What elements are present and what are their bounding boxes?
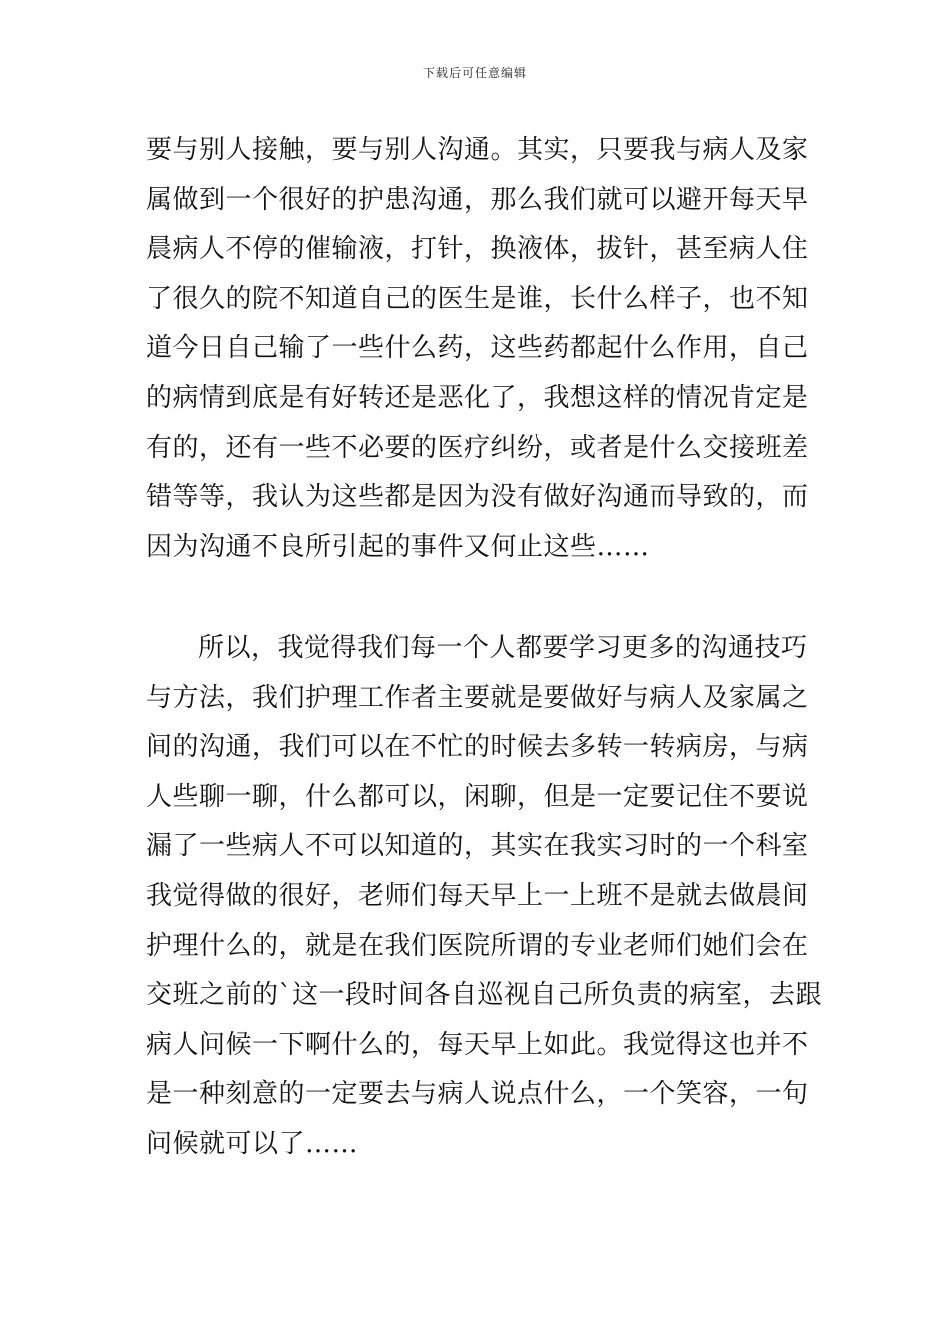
- paragraph-line: 交班之前的`这一段时间各自巡视自己所负责的病室，去跟: [146, 980, 823, 1011]
- paragraph-line: 是一种刻意的一定要去与病人说点什么，一个笑容，一句: [146, 1079, 809, 1110]
- paragraph-line: 因为沟通不良所引起的事件又何止这些……: [146, 531, 650, 562]
- paragraph-line: 所以，我觉得我们每一个人都要学习更多的沟通技巧: [198, 633, 808, 663]
- paragraph-line: 晨病人不停的催输液，打针，换液体，拔针，甚至病人住: [146, 234, 809, 265]
- paragraph-line: 我觉得做的很好，老师们每天早上一上班不是就去做晨间: [146, 880, 809, 911]
- paragraph-line: 问候就可以了……: [146, 1128, 359, 1159]
- paragraph-line: 了很久的院不知道自己的医生是谁，长什么样子，也不知: [146, 283, 809, 314]
- paragraph-line: 漏了一些病人不可以知道的，其实在我实习时的一个科室: [146, 831, 809, 862]
- paragraph-line: 有的，还有一些不必要的医疗纠纷，或者是什么交接班差: [146, 432, 809, 463]
- paragraph-2: [146, 624, 823, 1170]
- paragraph-line: 错等等，我认为这些都是因为没有做好沟通而导致的，而: [146, 482, 809, 513]
- paragraph-line: 病人问候一下啊什么的，每天早上如此。我觉得这也并不: [146, 1029, 809, 1060]
- paragraph-line: 道今日自己输了一些什么药，这些药都起什么作用，自己: [146, 333, 809, 364]
- paragraph-line: 间的沟通，我们可以在不忙的时候去多转一转病房，与病: [146, 732, 809, 763]
- paragraph-line: 的病情到底是有好转还是恶化了，我想这样的情况肯定是: [146, 382, 809, 413]
- paragraph-line: 护理什么的，就是在我们医院所谓的专业老师们她们会在: [146, 930, 809, 961]
- paragraph-line: 与方法，我们护理工作者主要就是要做好与病人及家属之: [146, 682, 809, 713]
- paragraph-1: [146, 126, 810, 572]
- page-header: 下载后可任意编辑: [422, 66, 527, 80]
- paragraph-line: 要与别人接触，要与别人沟通。其实，只要我与病人及家: [146, 135, 809, 165]
- paragraph-line: 属做到一个很好的护患沟通，那么我们就可以避开每天早: [146, 184, 809, 215]
- paragraph-line: 人些聊一聊，什么都可以，闲聊，但是一定要记住不要说: [146, 781, 809, 812]
